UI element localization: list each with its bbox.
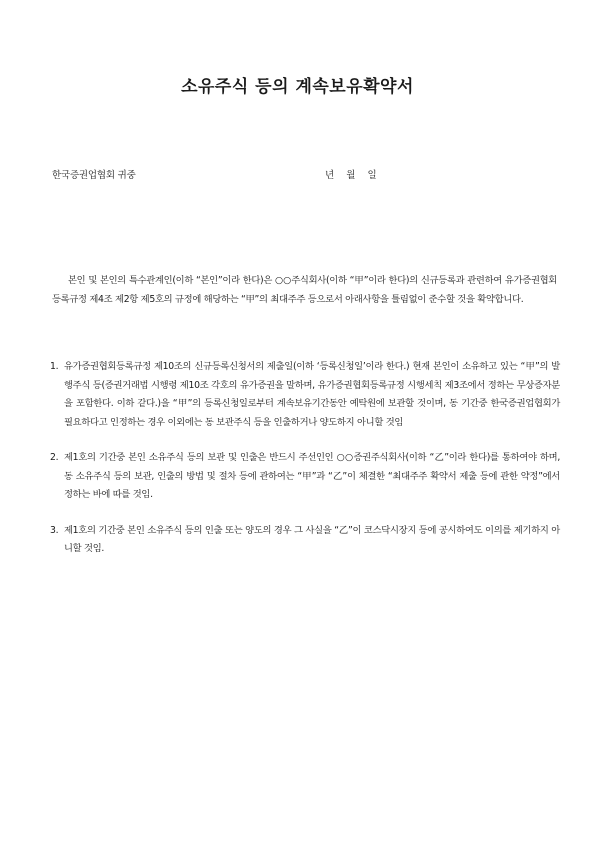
- clause-text: 제1호의 기간중 본인 소유주식 등의 보관 및 인출은 반드시 주선인인 ○○증권주식회사(이하 “乙”이라 한다)를 통하여야 하며, 동 소유주식 등의 보관, 인출의 방법 및 절차 등에 관하여는 “甲”과 “乙”이 체결한 “최대주주 확약서 제출 등에 관한 약정”에서 정하는 바에 따를 것임.: [64, 452, 560, 500]
- clause-text: 제1호의 기간중 본인 소유주식 등의 인출 또는 양도의 경우 그 사실을 “乙”이 코스닥시장지 등에 공시하여도 이의를 제기하지 아니할 것임.: [64, 524, 560, 554]
- clause-number: 1.: [50, 361, 59, 372]
- date-line: 년 월 일: [325, 170, 377, 181]
- clause-item: [50, 522, 560, 559]
- clause-item: [50, 358, 560, 432]
- clause-list: [50, 358, 560, 576]
- intro-paragraph: 본인 및 본인의 특수관계인(이하 “본인”이라 한다)은 ○○주식회사(이하 “甲”이라 한다)의 신규등록과 관련하여 유가증권협회등록규정 제4조 제2항 제5호의 규정에 해당하는 “甲”의 최대주주 등으로서 아래사항을 틀림없이 준수할 것을 확약합니다.: [52, 275, 557, 305]
- clause-number: 3.: [50, 524, 59, 536]
- clause-text: 유가증권협회등록규정 제10조의 신규등록신청서의 제출일(이하 ‘등록신청일’이라 한다.) 현재 본인이 소유하고 있는 “甲”의 발행주식 등(증권거래법 시행령 제10조 각호의 유가증권을 말하며, 유가증권협회등록규정 시행세칙 제3조에서 정하는 무상증자분을 포함한다. 이하 같다.)을 “甲”의 등록신청일로부터 계속보유기간동안 예탁원에 보관할 것이며, 동 기간중 한국증권업협회가 필요하다고 인정하는 경우 이외에는 동 보관주식 등을 인출하거나 양도하지 아니할 것임: [64, 361, 560, 428]
- addressee: 한국증권업협회 귀중: [52, 170, 136, 181]
- document-title: 소유주식 등의 계속보유확약서: [181, 77, 414, 97]
- clause-item: [50, 449, 560, 505]
- clause-number: 2.: [50, 452, 59, 463]
